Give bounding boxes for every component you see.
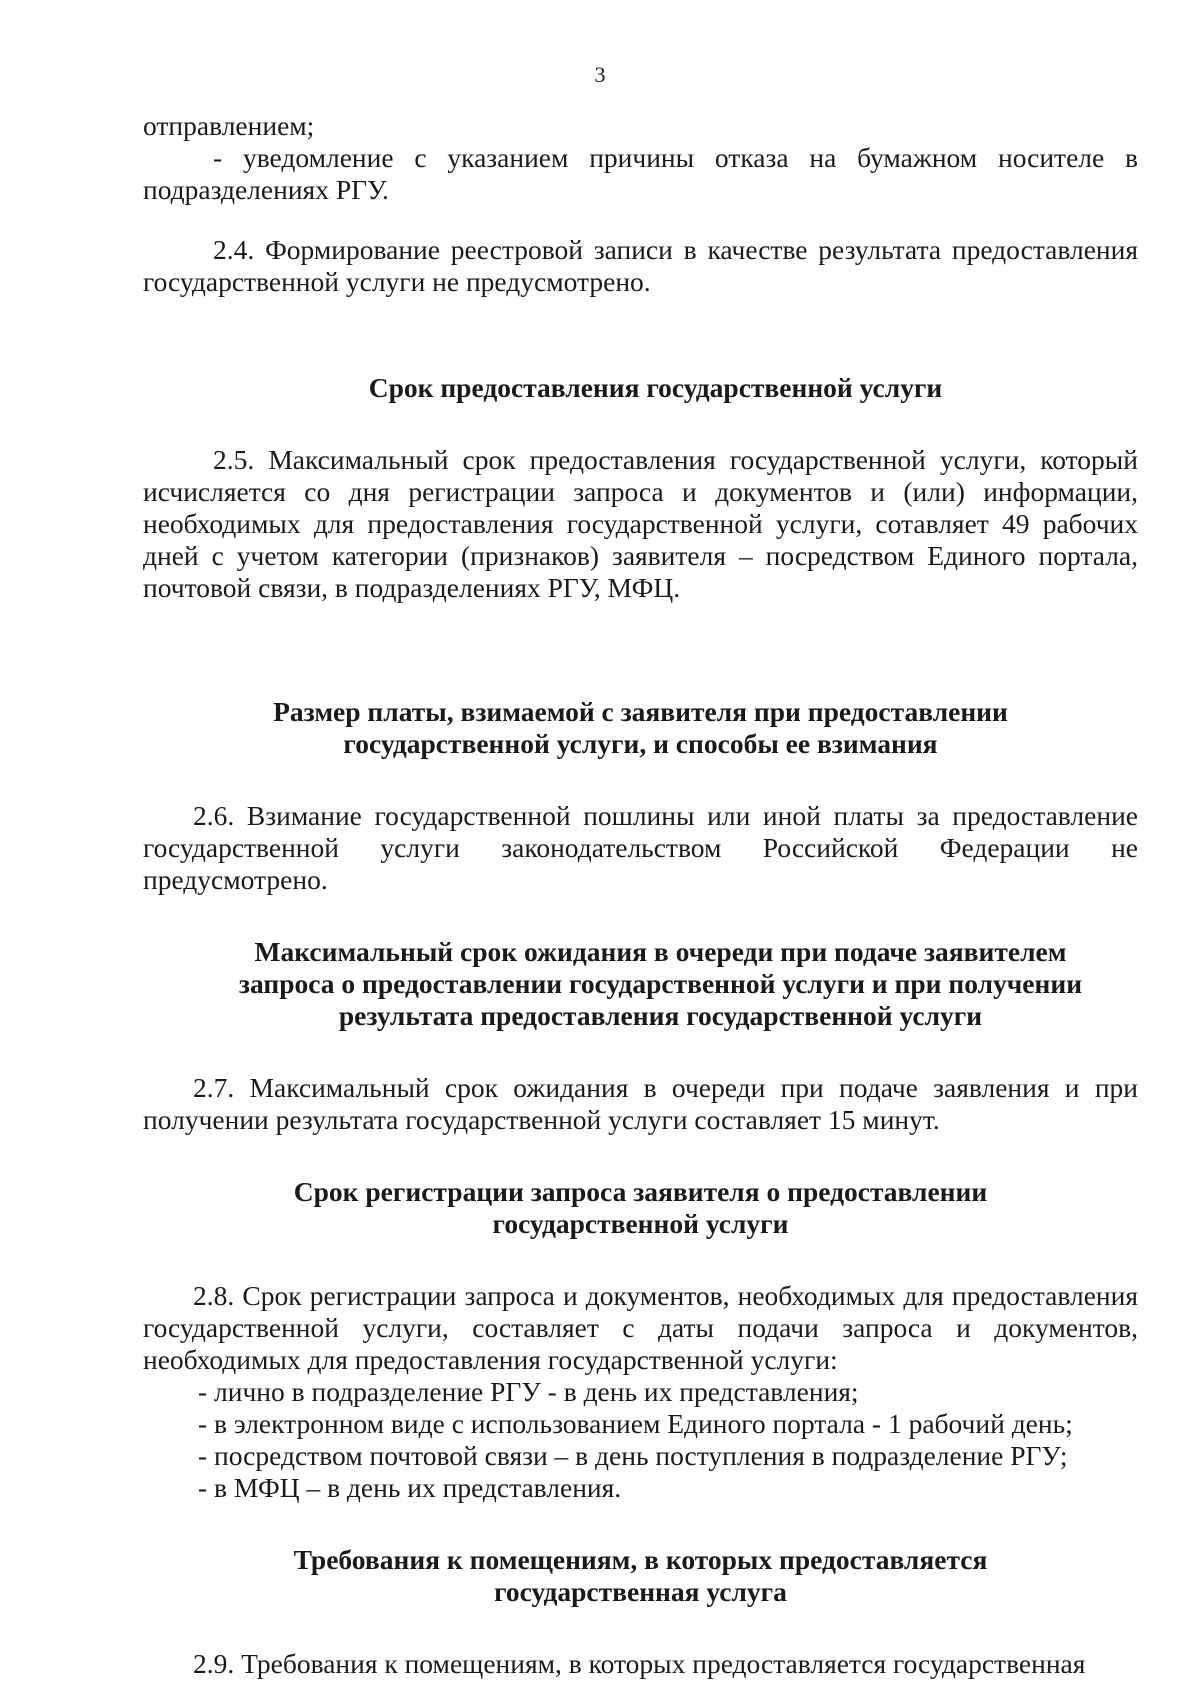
paragraph-2-4: 2.4. Формирование реестровой записи в качестве результата предоставления государственной услуги не предусмотрено. <box>143 234 1138 297</box>
heading-registration <box>143 1176 1138 1240</box>
heading-fee-line-1: Размер платы, взимаемой с заявителя при предоставлении <box>273 696 1008 727</box>
paragraph-2-6: 2.6. Взимание государственной пошлины или иной платы за предоставление государственной услуги законодательством Российской Федерации не предусмотрено. <box>143 800 1138 895</box>
notice-paragraph: - уведомление с указанием причины отказа на бумажном носителе в подразделениях РГУ. <box>143 142 1138 205</box>
paragraph-2-5: 2.5. Максимальный срок предоставления государственной услуги, который исчисляется со дня регистрации запроса и документов и (или) информации, необходимых для предоставления государственной услуги, сотавляет 49 рабочих дней с учетом категории (признаков) заявителя – посредством Единого портала, почтовой связи, в подразделениях РГУ, МФЦ. <box>143 444 1138 603</box>
heading-queue <box>143 936 1138 1032</box>
heading-premises-line-2: государственная услуга <box>494 1576 787 1607</box>
heading-queue-line-1: Максимальный срок ожидания в очереди при подаче заявителем <box>254 936 1067 967</box>
heading-term: Срок предоставления государственной услуги <box>368 372 943 403</box>
page-number: 3 <box>594 62 606 87</box>
list-item: - лично в подразделение РГУ - в день их представления; <box>198 1376 859 1407</box>
list-item: - в электронном виде с использованием Единого портала - 1 рабочий день; <box>198 1408 1073 1439</box>
heading-fee-line-2: государственной услуги, и способы ее взимания <box>343 728 938 759</box>
list-item: - посредством почтовой связи – в день поступления в подразделение РГУ; <box>198 1440 1068 1471</box>
paragraph-2-9: 2.9. Требования к помещениям, в которых предоставляется государственная <box>193 1648 1086 1679</box>
heading-queue-line-2: запроса о предоставлении государственной услуги и при получении <box>238 968 1083 999</box>
paragraph-2-7: 2.7. Максимальный срок ожидания в очереди при подаче заявления и при получении результата государственной услуги составляет 15 минут. <box>143 1072 1138 1135</box>
heading-queue-line-3: результата предоставления государственной услуги <box>338 1000 983 1031</box>
heading-registration-line-2: государственной услуги <box>492 1208 789 1239</box>
heading-registration-line-1: Срок регистрации запроса заявителя о предоставлении <box>293 1176 988 1207</box>
registration-list <box>143 1376 1138 1504</box>
paragraph-2-8: 2.8. Срок регистрации запроса и документов, необходимых для предоставления государственной услуги, составляет с даты подачи запроса и документов, необходимых для предоставления государственной услуги: <box>143 1280 1138 1375</box>
intro-line: отправлением; <box>143 110 315 141</box>
list-item: - в МФЦ – в день их представления. <box>198 1472 622 1503</box>
heading-premises <box>143 1544 1138 1608</box>
heading-premises-line-1: Требования к помещениям, в которых предоставляется <box>293 1544 988 1575</box>
document-body <box>143 110 1138 1680</box>
heading-fee <box>143 696 1138 760</box>
